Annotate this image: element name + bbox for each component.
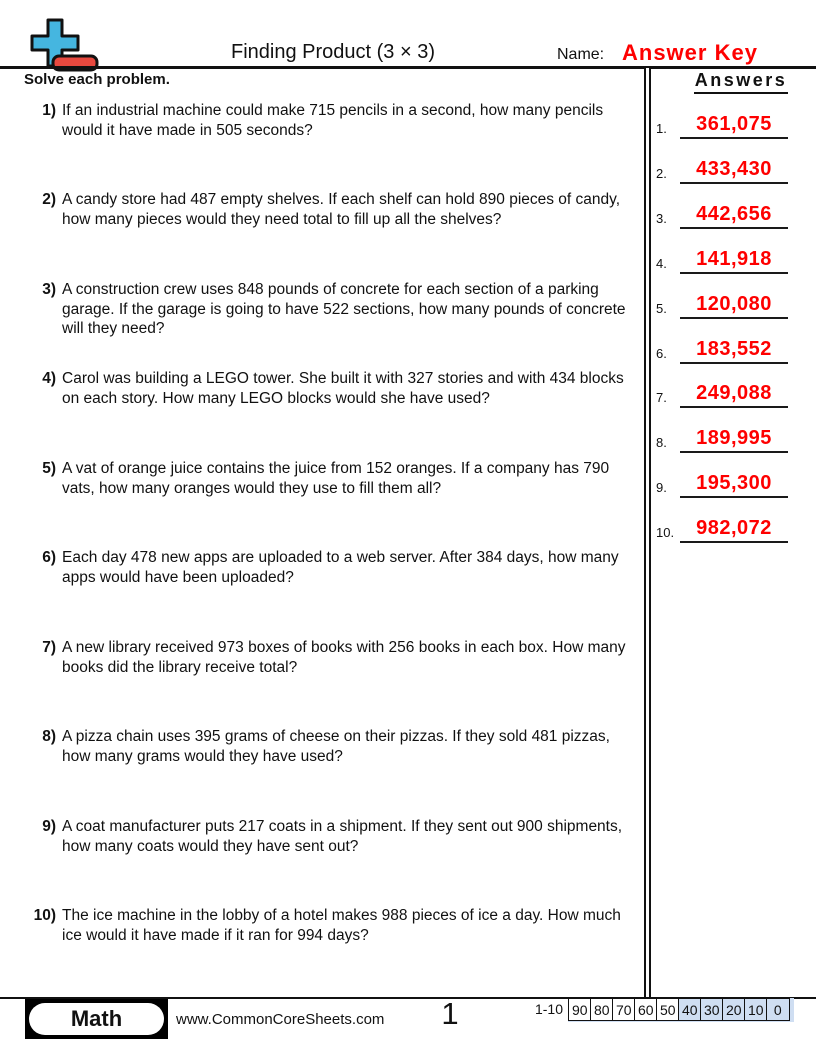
problem-number: 4) (42, 370, 56, 387)
answer-number: 4. (656, 256, 667, 271)
problem-item-2 (30, 190, 636, 229)
answer-number: 5. (656, 301, 667, 316)
problem-text: The ice machine in the lobby of a hotel makes 988 pieces of ice a day. How much ice would it have made if it ran for 994 days? (62, 907, 621, 944)
answer-number: 8. (656, 435, 667, 450)
answers-column-divider (644, 68, 651, 997)
problem-text: A construction crew uses 848 pounds of concrete for each section of a parking garage. If the garage is going to have 522 sections, how many pounds of concrete will they need? (62, 281, 626, 337)
problem-item-8 (30, 727, 636, 766)
problem-text: A coat manufacturer puts 217 coats in a shipment. If they sent out 900 shipments, how many coats would they have sent out? (62, 818, 623, 855)
answer-row-6 (654, 336, 794, 364)
answer-number: 2. (656, 166, 667, 181)
answers-heading (680, 70, 802, 94)
answer-row-2 (654, 156, 794, 184)
answer-value: 141,918 (680, 248, 788, 274)
problem-number: 3) (42, 281, 56, 298)
answer-value: 195,300 (680, 472, 788, 498)
problem-number: 6) (42, 549, 56, 566)
problem-text: A new library received 973 boxes of books with 256 books in each box. How many books did the library receive total? (62, 639, 626, 676)
answer-row-10 (654, 515, 794, 543)
answer-row-1 (654, 111, 794, 139)
answer-number: 1. (656, 121, 667, 136)
problem-text: A candy store had 487 empty shelves. If each shelf can hold 890 pieces of candy, how many pieces would they need total to fill up all the shelves? (62, 191, 621, 228)
problem-text: Carol was building a LEGO tower. She built it with 327 stories and with 434 blocks on each story. How many LEGO blocks would she have used? (62, 370, 624, 407)
name-label: Name: (557, 46, 605, 63)
instructions-text: Solve each problem. (24, 71, 170, 88)
problem-item-4 (30, 369, 636, 408)
problem-item-9 (30, 817, 636, 856)
score-cell: 40 (678, 998, 702, 1021)
answer-value: 183,552 (680, 338, 788, 364)
problem-number: 5) (42, 460, 56, 477)
answer-value: 120,080 (680, 293, 788, 319)
problem-number: 10) (33, 907, 56, 924)
score-cell: 50 (656, 998, 680, 1021)
page-number: 1 (441, 996, 459, 1031)
problem-text: If an industrial machine could make 715 pencils in a second, how many pencils would it have made in 505 seconds? (62, 102, 604, 139)
problem-text: A vat of orange juice contains the juice from 152 oranges. If a company has 790 vats, how many oranges would they use to fill them all? (62, 460, 610, 497)
score-table (568, 998, 794, 1022)
answer-row-9 (654, 470, 794, 498)
problem-item-10 (30, 906, 636, 945)
score-range-label: 1-10 (534, 1001, 563, 1017)
problem-text: Each day 478 new apps are uploaded to a web server. After 384 days, how many apps would have been uploaded? (62, 549, 619, 586)
answer-value: 442,656 (680, 203, 788, 229)
problem-number: 8) (42, 728, 56, 745)
answers-heading-text: Answers (694, 70, 789, 94)
answer-number: 7. (656, 390, 667, 405)
answer-row-4 (654, 246, 794, 274)
score-cell: 10 (744, 998, 768, 1021)
answer-row-8 (654, 425, 794, 453)
answer-number: 3. (656, 211, 667, 226)
problem-item-7 (30, 638, 636, 677)
subject-badge (25, 999, 168, 1039)
website-link[interactable]: www.CommonCoreSheets.com (176, 1011, 385, 1028)
problem-item-6 (30, 548, 636, 587)
header-divider (0, 66, 816, 69)
answer-value: 433,430 (680, 158, 788, 184)
problem-item-5 (30, 459, 636, 498)
answer-row-3 (654, 201, 794, 229)
score-cell: 70 (612, 998, 636, 1021)
score-cell: 20 (722, 998, 746, 1021)
answer-row-7 (654, 380, 794, 408)
score-cell: 80 (590, 998, 614, 1021)
page-title: Finding Product (3 × 3) (231, 41, 435, 63)
problem-number: 9) (42, 818, 56, 835)
problem-item-3 (30, 280, 636, 339)
score-cell: 0 (766, 998, 790, 1021)
problem-number: 7) (42, 639, 56, 656)
subject-label: Math (29, 1003, 164, 1035)
answer-value: 361,075 (680, 113, 788, 139)
score-cell: 90 (568, 998, 592, 1021)
problem-number: 2) (42, 191, 56, 208)
score-cell: 60 (634, 998, 658, 1021)
problem-item-1 (30, 101, 636, 140)
answer-value: 249,088 (680, 382, 788, 408)
score-cell: 30 (700, 998, 724, 1021)
answer-value: 189,995 (680, 427, 788, 453)
name-value-answer-key: Answer Key (622, 40, 758, 65)
problem-text: A pizza chain uses 395 grams of cheese on their pizzas. If they sold 481 pizzas, how many grams would they have used? (62, 728, 610, 765)
answer-number: 9. (656, 480, 667, 495)
answer-number: 10. (656, 525, 675, 540)
answer-value: 982,072 (680, 517, 788, 543)
answer-row-5 (654, 291, 794, 319)
problem-number: 1) (42, 102, 56, 119)
answer-number: 6. (656, 346, 667, 361)
